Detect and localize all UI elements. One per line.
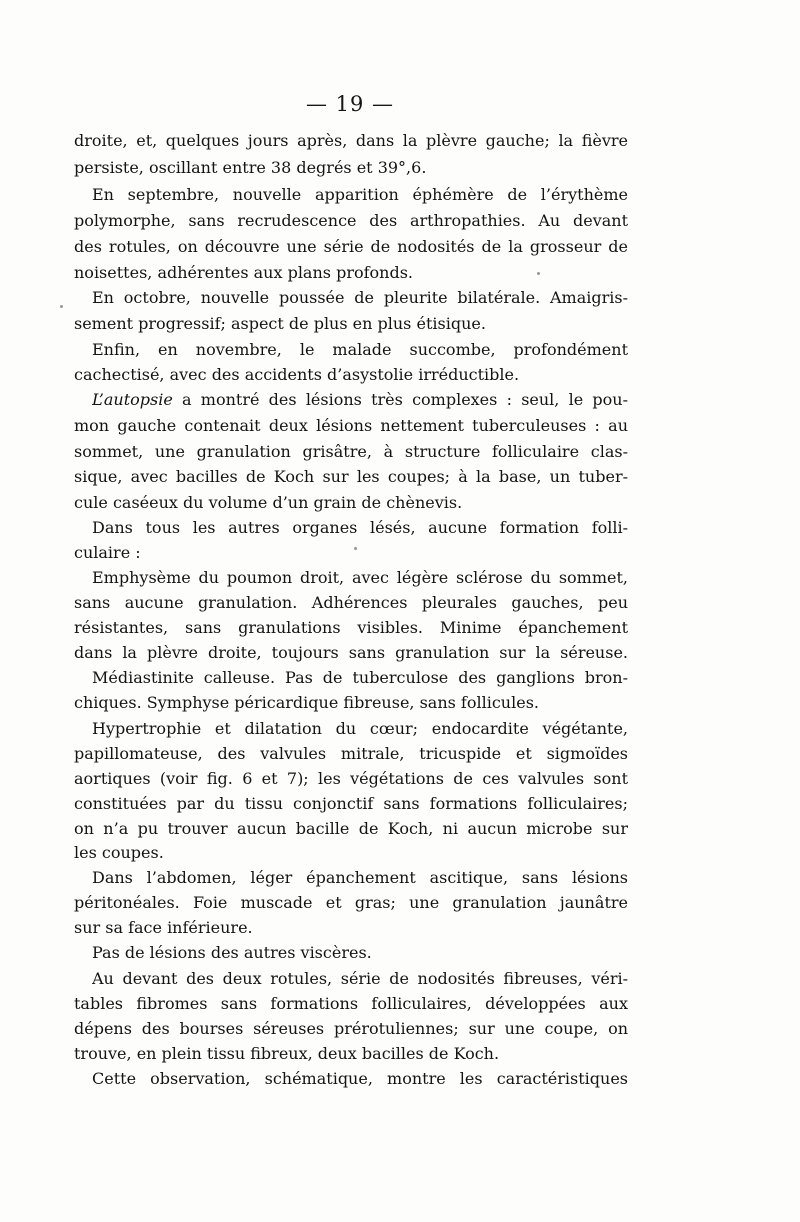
- text-line: polymorphe, sans recrudescence des arthropathies. Au devant: [74, 211, 628, 230]
- text-line: culaire :: [74, 543, 141, 562]
- text-line: les coupes.: [74, 843, 164, 862]
- text-line: sique, avec bacilles de Koch sur les coupes; à la base, un tuber-: [74, 467, 628, 486]
- text-line: sans aucune granulation. Adhérences pleurales gauches, peu: [74, 593, 628, 612]
- text-line: des rotules, on découvre une série de nodosités de la grosseur de: [74, 237, 628, 256]
- paper-speck: [60, 305, 63, 308]
- text-line: cule caséeux du volume d’un grain de chènevis.: [74, 493, 463, 512]
- text-line: tables fibromes sans formations folliculaires, développées aux: [74, 994, 628, 1013]
- text-line: En septembre, nouvelle apparition éphémère de l’érythème: [92, 185, 628, 204]
- text-line: Hypertrophie et dilatation du cœur; endocardite végétante,: [92, 719, 628, 738]
- text-line: noisettes, adhérentes aux plans profonds.: [74, 263, 413, 282]
- text-line: droite, et, quelques jours après, dans la plèvre gauche; la fièvre: [74, 131, 628, 150]
- text-line: sur sa face inférieure.: [74, 918, 253, 937]
- text-line: En octobre, nouvelle poussée de pleurite bilatérale. Amaigris-: [92, 288, 628, 307]
- text-line: Au devant des deux rotules, série de nodosités fibreuses, véri-: [92, 969, 628, 988]
- text-line: constituées par du tissu conjonctif sans formations folliculaires;: [74, 794, 628, 813]
- text-line: résistantes, sans granulations visibles. Minime épanchement: [74, 618, 628, 637]
- text-line: on n’a pu trouver aucun bacille de Koch, ni aucun microbe sur: [74, 819, 628, 838]
- text-line: persiste, oscillant entre 38 degrés et 39°,6.: [74, 158, 427, 177]
- text-line: trouve, en plein tissu fibreux, deux bacilles de Koch.: [74, 1044, 500, 1063]
- text-line: Dans l’abdomen, léger épanchement ascitique, sans lésions: [92, 868, 628, 887]
- paper-speck: [537, 272, 540, 275]
- text-line: péritonéales. Foie muscade et gras; une granulation jaunâtre: [74, 893, 628, 912]
- text-line: Cette observation, schématique, montre les caractéristiques: [92, 1069, 628, 1088]
- text-line: dépens des bourses séreuses prérotuliennes; sur une coupe, on: [74, 1019, 628, 1038]
- text-line-rest: a montré des lésions très complexes : seul, le pou-: [182, 390, 628, 409]
- text-line: aortiques (voir fig. 6 et 7); les végétations de ces valvules sont: [74, 769, 628, 788]
- text-line: cachectisé, avec des accidents d’asystolie irréductible.: [74, 365, 520, 384]
- text-line: Dans tous les autres organes lésés, aucune formation folli-: [92, 518, 628, 537]
- text-line: Médiastinite calleuse. Pas de tuberculose des ganglions bron-: [92, 668, 628, 687]
- paper-speck: [354, 547, 357, 550]
- text-line: Pas de lésions des autres viscères.: [92, 943, 372, 962]
- text-line: mon gauche contenait deux lésions nettement tuberculeuses : au: [74, 416, 628, 435]
- text-line: sement progressif; aspect de plus en plus étisique.: [74, 314, 486, 333]
- text-line: dans la plèvre droite, toujours sans granulation sur la séreuse.: [74, 643, 628, 662]
- text-line: [92, 387, 628, 413]
- text-line: Emphysème du poumon droit, avec légère sclérose du sommet,: [92, 568, 628, 587]
- text-line: papillomateuse, des valvules mitrale, tricuspide et sigmoïdes: [74, 744, 628, 763]
- italic-lead: L’autopsie: [92, 390, 173, 409]
- text-line: Enfin, en novembre, le malade succombe, profondément: [92, 340, 628, 359]
- text-line: chiques. Symphyse péricardique fibreuse, sans follicules.: [74, 693, 539, 712]
- text-line: sommet, une granulation grisâtre, à structure folliculaire clas-: [74, 442, 628, 461]
- page-number: — 19 —: [305, 92, 395, 116]
